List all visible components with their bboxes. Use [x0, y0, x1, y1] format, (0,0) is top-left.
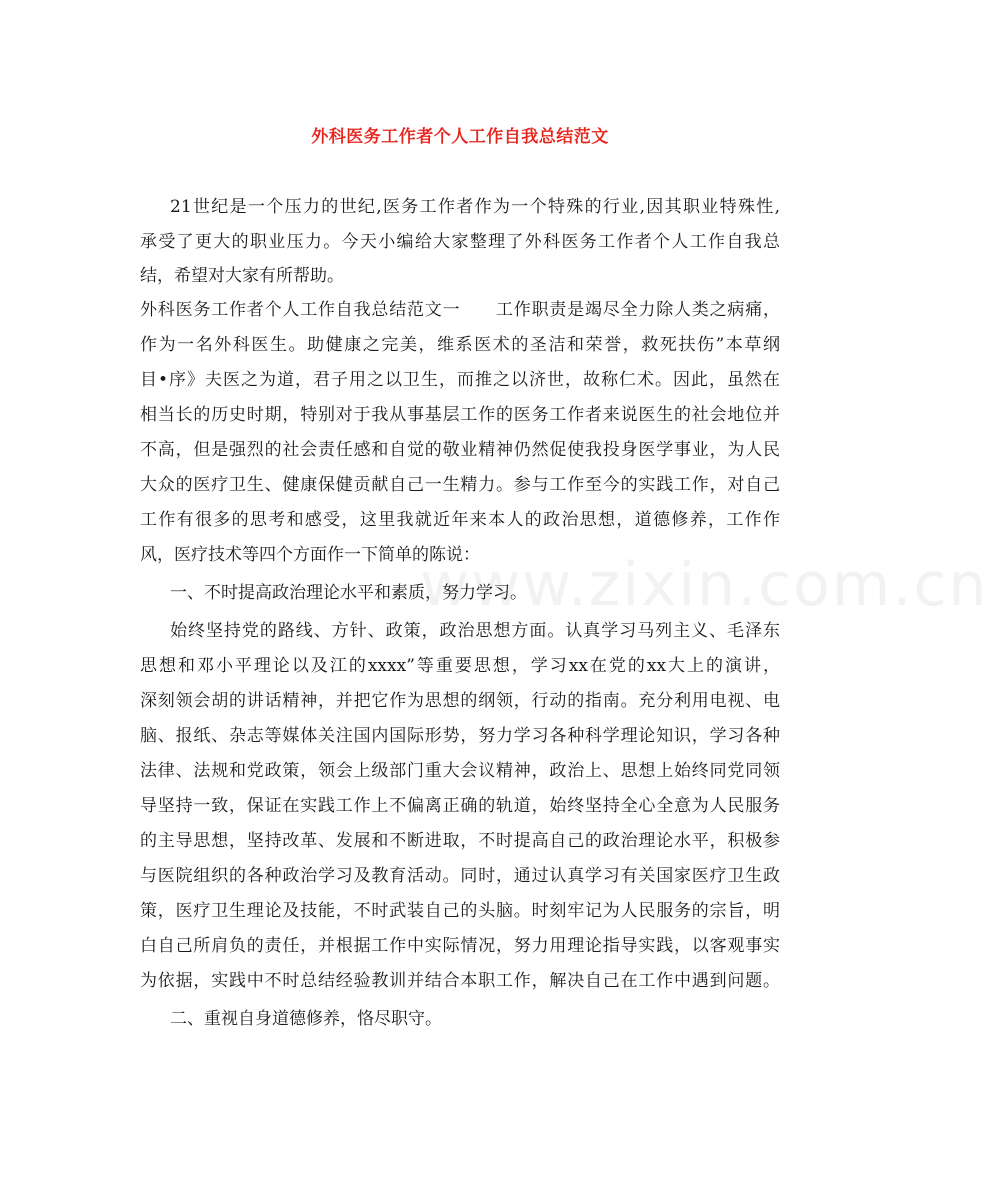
body-line: 承受了更大的职业压力。今天小编给大家整理了外科医务工作者个人工作自我总	[140, 232, 780, 252]
section-heading: 一、不时提高政治理论水平和素质，努力学习。	[170, 583, 527, 603]
section-heading: 二、重视自身道德修养，恪尽职守。	[170, 1009, 442, 1029]
body-line: 工作有很多的思考和感受，这里我就近年来本人的政治思想，道德修养，工作作	[140, 510, 780, 530]
watermark: www.zixin.com.cn	[420, 550, 988, 620]
body-line: 结，希望对大家有所帮助。	[140, 266, 344, 286]
body-line: 始终坚持党的路线、方针、政策，政治思想方面。认真学习马列主义、毛泽东	[170, 621, 780, 641]
body-line: 大众的医疗卫生、健康保健贡献自己一生精力。参与工作至今的实践工作，对自己	[140, 475, 780, 495]
body-line: 外科医务工作者个人工作自我总结范文一 工作职责是竭尽全力除人类之病痛，	[140, 300, 780, 320]
body-line: 为依据，实践中不时总结经验教训并结合本职工作，解决自己在工作中遇到问题。	[140, 971, 780, 991]
body-line: 风，医疗技术等四个方面作一下简单的陈说：	[140, 545, 480, 565]
body-line: 作为一名外科医生。助健康之完美，维系医术的圣洁和荣誉，救死扶伤”本草纲	[140, 335, 780, 355]
body-line: 与医院组织的各种政治学习及教育活动。同时，通过认真学习有关国家医疗卫生政	[140, 866, 780, 886]
body-line: 深刻领会胡的讲话精神，并把它作为思想的纲领，行动的指南。充分利用电视、电	[140, 691, 780, 711]
body-line: 21世纪是一个压力的世纪,医务工作者作为一个特殊的行业,因其职业特殊性,	[170, 197, 780, 217]
body-line: 的主导思想，坚持改革、发展和不断进取，不时提高自己的政治理论水平，积极参	[140, 831, 780, 851]
body-line: 相当长的历史时期，特别对于我从事基层工作的医务工作者来说医生的社会地位并	[140, 405, 780, 425]
body-line: 思想和邓小平理论以及江的xxxx”等重要思想，学习xx在党的xx大上的演讲，	[140, 656, 780, 676]
body-line: 策，医疗卫生理论及技能，不时武装自己的头脑。时刻牢记为人民服务的宗旨，明	[140, 901, 780, 921]
body-line: 导坚持一致，保证在实践工作上不偏离正确的轨道，始终坚持全心全意为人民服务	[140, 796, 780, 816]
body-line: 目•序》夫医之为道，君子用之以卫生，而推之以济世，故称仁术。因此，虽然在	[140, 370, 780, 390]
body-line: 不高，但是强烈的社会责任感和自觉的敬业精神仍然促使我投身医学事业，为人民	[140, 440, 780, 460]
body-line: 法律、法规和党政策，领会上级部门重大会议精神，政治上、思想上始终同党同领	[140, 761, 780, 781]
body-line: 脑、报纸、杂志等媒体关注国内国际形势，努力学习各种科学理论知识，学习各种	[140, 726, 780, 746]
document-title: 外科医务工作者个人工作自我总结范文	[311, 127, 609, 147]
body-line: 白自己所肩负的责任，并根据工作中实际情况，努力用理论指导实践，以客观事实	[140, 936, 780, 956]
